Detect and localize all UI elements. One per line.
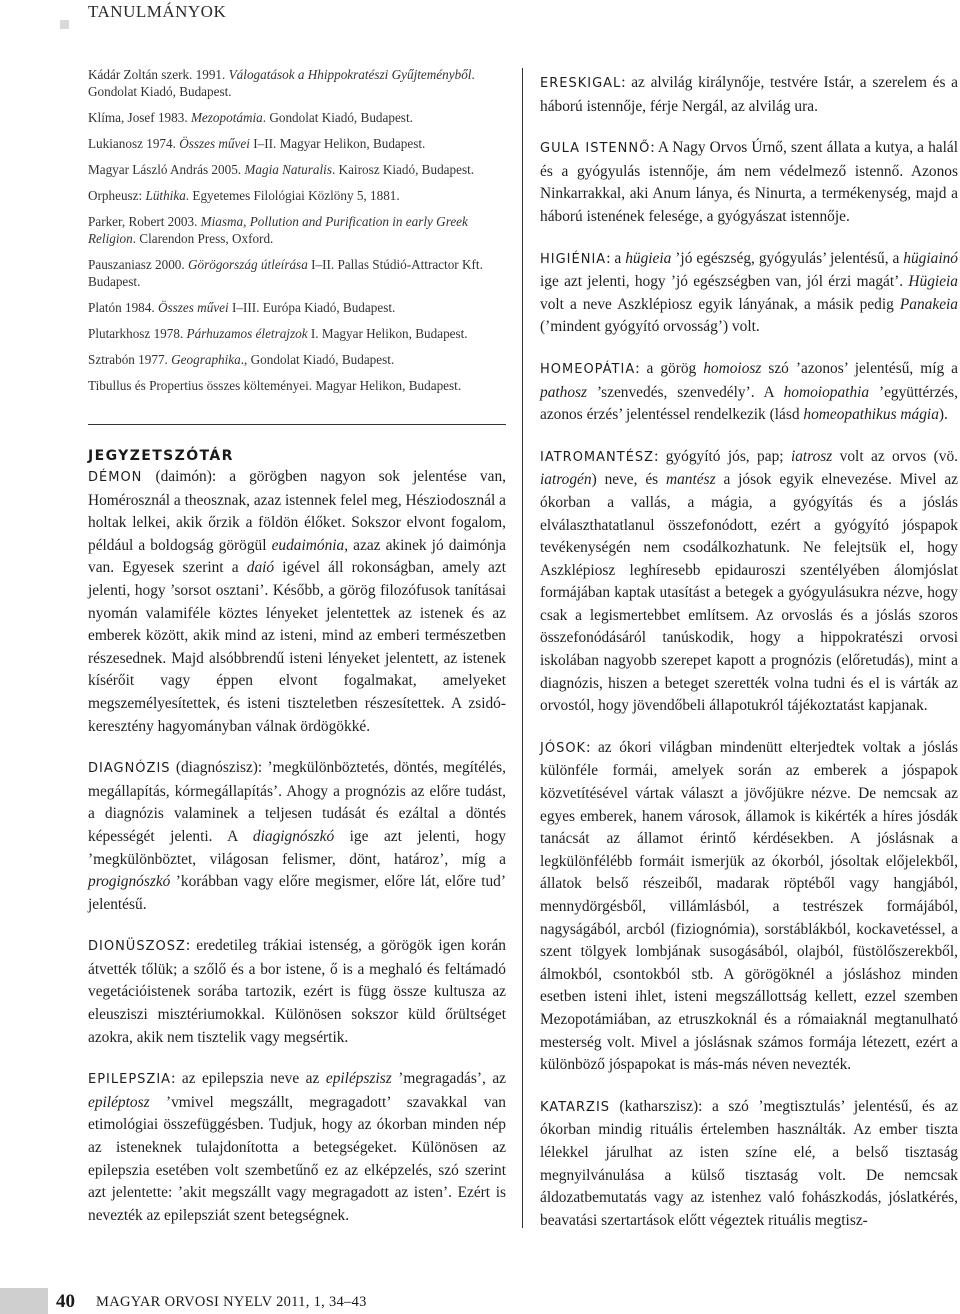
text-run: Pauszaniasz 2000. [88, 257, 188, 272]
italic-term: Összes művei [179, 136, 250, 151]
italic-term: diagignószkó [252, 827, 335, 845]
italic-term: Geographika [171, 352, 241, 367]
glossary-entry [540, 446, 958, 718]
italic-term: homeopathikus mágia [803, 406, 939, 424]
text-run: Parker, Robert 2003. [88, 214, 201, 229]
italic-term: Összes művei [157, 300, 229, 315]
text-run: ’együttérzés, azonos érzés’ jelentéssel rendelkezik (lásd [540, 383, 958, 424]
reference-divider [88, 424, 506, 425]
reference-list [88, 66, 506, 394]
text-run: (’mindent gyógyító orvosság’) volt. [540, 318, 760, 336]
left-column [88, 66, 506, 1246]
italic-term: epilépszisz [325, 1070, 392, 1088]
glossary-term: GULA ISTENNŐ [540, 141, 651, 157]
italic-term: homoiosz [703, 359, 762, 377]
italic-term: hügieia [625, 249, 672, 267]
italic-term: Válogatások a Hhippokratészi Gyűjteményből [228, 67, 472, 82]
glossary-entry [88, 1068, 506, 1227]
reference-item [88, 187, 506, 204]
italic-term: mantész [666, 471, 716, 489]
text-run: . Gondolat Kiadó, Budapest. [88, 67, 475, 99]
glossary-entry [88, 935, 506, 1049]
glossary-entry [88, 757, 506, 916]
reference-item [88, 161, 506, 178]
text-run: I–II. Pallas Stúdió-Attractor Kft. Budapest. [88, 257, 483, 289]
glossary-entries-left [88, 466, 506, 1227]
reference-item [88, 377, 506, 394]
glossary-term: JÓSOK [540, 740, 587, 756]
text-run: ’jó egészség, gyógyulás’ jelentésű, a [671, 249, 904, 267]
reference-item [88, 135, 506, 152]
glossary-term: IATROMANTÉSZ [540, 449, 655, 465]
text-run: Sztrabón 1977. [88, 352, 172, 367]
text-run: szó ’azonos’ jelentésű, míg a [761, 359, 958, 377]
text-run: ige azt jelenti, hogy ’jó egészségben van, jól érzi magát’. [540, 273, 909, 291]
text-run: . Gondolat Kiadó, Budapest. [262, 110, 413, 125]
glossary-term: DIONÜSZOSZ [88, 939, 186, 955]
text-run: : a görög [635, 359, 704, 377]
glossary-entry [540, 248, 958, 339]
reference-item [88, 299, 506, 316]
text-run: I. Magyar Helikon, Budapest. [307, 326, 468, 341]
text-run: volt az orvos (vö. [832, 447, 958, 465]
reference-item [88, 66, 506, 100]
page-number: 40 [56, 1291, 75, 1312]
reference-item [88, 325, 506, 342]
italic-term: iatrosz [790, 447, 833, 465]
text-run: : az ókori világban mindenütt elterjedtek voltak a jóslás különféle formái, amelyek során az emberek a jóspapok közvetítésével vártak választ a jövőjükre nézve. De nemcsak az egyes emberek, hanem városok, államok is kikérték a híres jósdák tanácsát az államot érintő kérdésekben. A jóslásnak a legkülönfélébb formáit ismerjük az ókorból, jósoltak előjelekből, állatok belső részeiből, madarak röptéből vagy hangjából, mennydörgésből, villámlásból, a testrészek formájából, nagyságából, arcból (fiziognómia), sorstáblákból, kockavetéssel, a szent tölgyek lombjának susogásából, olajból, füstölőszerekből, álmokból, csontokból stb. A görögöknél a jósláshoz minden esetben isteni ihlet, isteni megszállottság kellett, ezzel szemben Mezopotámiában, az etruszkoknál és a rómaiaknál megtanulható mesterség volt. Mivel a jóslásnak számos formája létezett, ezért a különböző jóspapokat is más-más néven nevezték. [540, 738, 958, 1074]
header-square-mark [60, 20, 69, 29]
journal-citation: MAGYAR ORVOSI NYELV 2011, 1, 34–43 [96, 1294, 367, 1310]
text-run: : gyógyító jós, pap; [654, 447, 791, 465]
italic-term: Panakeia [899, 295, 958, 313]
glossary-entry [88, 466, 506, 738]
text-run: volt a neve Aszklépiosz egyik lányának, a másik pedig [540, 295, 900, 313]
text-run: (diagnószisz): ’megkülönböztetés, döntés, megítélés, megállapítás, kórmegállapítás’. Ahogy a prognózis az előre tudást, a diagnózis valaminek a teljesen tudását és ezáltal a döntés képességét jelenti. A [88, 759, 506, 845]
glossary-entry [540, 358, 958, 427]
italic-term: Görögország útleírása [187, 257, 308, 272]
glossary-entry [540, 137, 958, 228]
reference-item [88, 351, 506, 368]
italic-term: iatrogén [540, 471, 592, 489]
italic-term: Hügieia [908, 273, 958, 291]
italic-term: progignószkó [88, 873, 171, 891]
italic-term: Lüthika [145, 188, 186, 203]
text-run: Lukianosz 1974. [88, 136, 180, 151]
glossary-entry [540, 737, 958, 1077]
glossary-term: ERESKIGAL [540, 76, 622, 91]
text-run: Plutarkhosz 1978. [88, 326, 187, 341]
text-run: (daimón): a görögben nagyon sok jelentése van, Homérosznál a theosznak, azaz istennek felel meg, Hésziodosznál a holtak lelkei, akik őrzik a földön élőket. Sokszor elvont fogalom, például a boldogság görögül [88, 468, 506, 554]
text-run: Orpheusz: [88, 188, 146, 203]
text-run: Kádár Zoltán szerk. 1991. [88, 67, 229, 82]
glossary-term: HIGIÉNIA [540, 251, 607, 267]
text-run: Tibullus és Propertius összes költeményei. Magyar Helikon, Budapest. [88, 378, 462, 393]
italic-term: Miasma, Pollution and Purification in early Greek Religion [88, 214, 468, 246]
italic-term: daió [246, 559, 275, 577]
italic-term: epiléptosz [88, 1093, 150, 1111]
text-run: igével áll rokonságban, amely azt jelenti, hogy ’sorsot osztani’. Később, a görög filozófusok tanításai nyomán valamiféle köztes lényeket jelentettek az istenek és az emberek között, akik mind az isteni, mind az emberi természetben részesednek. Majd alsóbbrendű isteni lényeket jelentett, az istenek kísérőit vagy éppen elvont fogalmakat, amelyeket megszemélyesítettek, és isteni tiszteletben részesítettek. A zsidó-keresztény hagyományban válnak ördögökké. [88, 559, 506, 735]
italic-term: Párhuzamos életrajzok [186, 326, 308, 341]
glossary-term: DIAGNÓZIS [88, 761, 171, 777]
column-divider [522, 68, 523, 1228]
text-run: ’megragadás’, az [391, 1070, 506, 1088]
reference-item [88, 109, 506, 126]
text-run: : eredetileg trákiai istenség, a görögök igen korán átvették tőlük; a szőlő és a bor istene, ő is a meghaló és feltámadó vegetációistenek sorába tartozik, ezért is függ össze kultusza az eleusziszi misztériumokkal. Különösen sokszor küld őrültséget azokra, akik nem tisztelik vagy megsértik. [88, 937, 506, 1046]
text-run: : az alvilág királynője, testvére Istár, a szerelem és a háború istennője, férje Nergál, az alvilág ura. [540, 74, 958, 115]
text-run: ). [938, 406, 948, 424]
italic-term: hügiainó [903, 249, 958, 267]
text-run: : az epilepszia neve az [171, 1070, 326, 1088]
glossary-term: EPILEPSZIA [88, 1072, 172, 1088]
text-run: , azaz akinek jó daimónja van. Egyesek szerint a [88, 536, 506, 577]
text-run: ., Gondolat Kiadó, Budapest. [240, 352, 395, 367]
text-run: I–II. Magyar Helikon, Budapest. [249, 136, 426, 151]
text-run: Klíma, Josef 1983. [88, 110, 191, 125]
text-run: ’korábban vagy előre megismer, előre lát, előre tud’ jelentésű. [88, 873, 506, 913]
text-run: ’vmivel megszállt, megragadott’ szavakkal van etimológiai összefüggésben. Tudjuk, hogy az ókorban minden nép az isteneknek tulajdonította a betegségeket. Különösen az epilepszia esetében volt szembetűnő ez az elképzelés, szó szerint azt jelentette: ’akit megszállt vagy megragadott az isten’. Ezért is nevezték az epilepsziát szent betegségnek. [88, 1093, 506, 1224]
text-run: I–III. Európa Kiadó, Budapest. [228, 300, 396, 315]
text-run: (katharszisz): a szó ’megtisztulás’ jelentésű, és az ókorban mindig rituális értelemben használták. Az ember tiszta lélekkel járulhat az isten színe elé, a belső tisztaság megnyilvánulása a külső tisztaság volt. De nemcsak áldozatbemutatás vagy az istenhez való fohászkodás, jóslatkérés, beavatási szertartások előtt végeztek rituális megtisz- [540, 1097, 958, 1229]
italic-term: Mezopotámia [190, 110, 263, 125]
text-run: . Clarendon Press, Oxford. [132, 231, 274, 246]
text-run: : a [606, 249, 626, 267]
glossary-term: DÉMON [88, 470, 143, 485]
italic-term: pathosz [540, 383, 588, 401]
text-run: Magyar László András 2005. [88, 162, 245, 177]
glossary-entries-right [540, 72, 958, 1232]
italic-term: Magia Naturalis [244, 162, 332, 177]
glossary-entry [540, 72, 958, 118]
text-run: . Kairosz Kiadó, Budapest. [331, 162, 475, 177]
italic-term: eudaimónia [271, 536, 345, 554]
text-run: a jósok egyik elnevezése. Mivel az ókorban a vallás, a mágia, a gyógyítás és a jóslás elválaszthatatlanul összefonódott, ezért a gyógyító jóspapok tevékenységén nem csodálkozhatunk. Ne felejtsük el, hogy Aszklépiosz leghíresebb epidauroszi szentélyében álomjóslat formájában kaptak utasítást a betegek a gyógyulásukra nézve, hogy csak a legismertebbet említsem. Az orvoslás és a jóslás szoros összefonódásáról tanúskodik, hogy a hippokratészi orvosi iskolában nagyobb szerepet kapott a prognózis (előretudás), mint a diagnózis, hiszen a beteget szerették volna tudni és el is várták az orvostól, hogy jövendőbeli állapotukról tájékoztatást kapjanak. [540, 471, 958, 715]
text-run: Platón 1984. [88, 300, 158, 315]
text-run: ’szenvedés, szenvedély’. A [587, 383, 784, 401]
reference-item [88, 213, 506, 247]
text-run: . Egyetemes Filológiai Közlöny 5, 1881. [185, 188, 400, 203]
text-run: : A Nagy Orvos Úrnő, szent állata a kutya, a halál és a gyógyulás istennője, ám nem védelmező istennő. Azonos Ninkarrakkal, aki Anum lánya, és Ninurta, a termékenység, majd a háború istenének felesége, a gyógyászat istennője. [540, 139, 958, 225]
reference-item [88, 256, 506, 290]
section-header: TANULMÁNYOK [88, 2, 227, 21]
italic-term: homoiopathia [783, 383, 870, 401]
text-run: ige azt jelenti, hogy ’megkülönböztet, világosan felismer, dönt, határoz’, míg a [88, 827, 506, 868]
right-column [540, 72, 958, 1251]
glossary-entry [540, 1096, 958, 1233]
glossary-term: KATARZIS [540, 1099, 611, 1115]
text-run: ) neve, és [591, 471, 666, 489]
footer-gray-block [0, 1288, 48, 1314]
glossary-term: HOMEOPÁTIA [540, 361, 636, 377]
glossary-title: JEGYZETSZÓTÁR [88, 448, 234, 464]
